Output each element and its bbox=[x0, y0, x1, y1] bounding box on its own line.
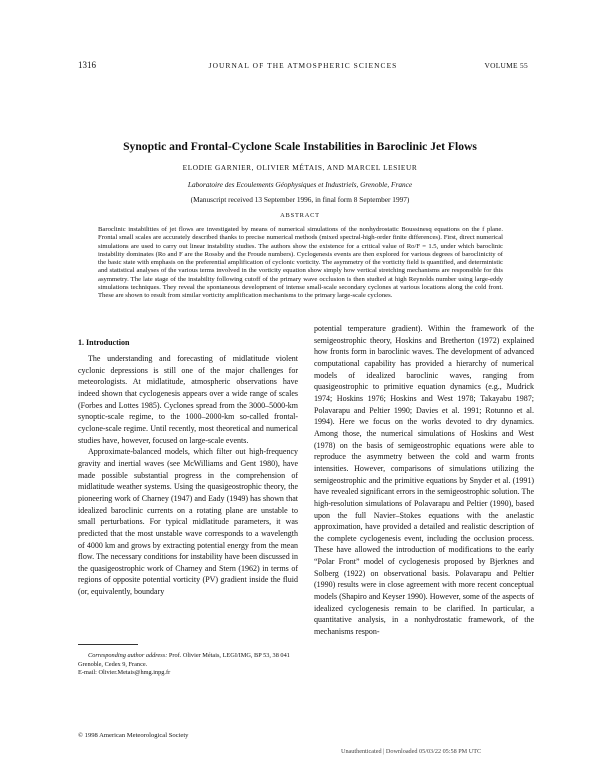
footnote-email: E-mail: Olivier.Metais@hmg.inpg.fr bbox=[78, 669, 171, 676]
paragraph: potential temperature gradient). Within the framework of the semigeostrophic theory, Hoskins and Bretherton (1972) explained how fronts form in baroclinic waves. The development of advanced computational capability has provided a hierarchy of numerical models of idealized baroclinic waves, ranging from quasigeostrophic to primitive equation dynamics (e.g., Mudrick 1974; Hoskins 1976; Hoskins and West 1978; Takayabu 1987; Polavarapu and Peltier 1990; Davies et al. 1991; Rotunno et al. 1994). Here we focus on the works devoted to dry dynamics. Among those, the numerical simulations of Hoskins and West (1978) on the basis of semigeostrophic equations were able to reproduce the asymmetry between the cold and warm fronts intensities. However, comparisons of simulations utilizing the semigeostrophic and the primitive equations by Snyder et al. (1991) have revealed significant errors in the semigeostrophic solution. The high-resolution simulations of Polavarapu and Peltier (1990), based upon the full Navier–Stokes equations with the anelastic approximation, have provided a detailed and realistic description of the complete cyclogenesis event, including the occlusion process. These have allowed the introduction of modifications to the early “Polar Front” model of cyclogenesis proposed by Bjerknes and Solberg (1922) on observational basis. Polavarapu and Peltier (1990) results were in close agreement with more recent conceptual models (Shapiro and Keyser 1990). However, some of the aspects of idealized cyclogenesis remain to be clarified. In particular, a quantitative analysis, in a nonhydrostatic framework, of the mechanisms respon- bbox=[314, 324, 534, 637]
paper-title: Synoptic and Frontal-Cyclone Scale Instabilities in Baroclinic Jet Flows bbox=[123, 140, 477, 153]
author-list: ELODIE GARNIER, OLIVIER MÉTAIS, AND MARCEL LESIEUR bbox=[182, 163, 418, 172]
page-number: 1316 bbox=[78, 60, 96, 70]
abstract-heading: ABSTRACT bbox=[280, 212, 320, 219]
abstract-text: Baroclinic instabilities of jet flows are investigated by means of numerical simulations of the nonhydrostatic Boussinesq equations on the f plane. Frontal small scales are accurately described thanks to precise numerical methods (mixed spectral-high-order finite differences). First, direct numerical simulations are used to carry out linear instability studies. The authors show the existence for a critical value of Ro/F = 1.5, under which baroclinic instability dominates (Ro and F are the Rossby and the Froude numbers). Cyclogenesis events are then explored for various degrees of baroclinicity of the basic state with emphasis on the preferential amplification of cyclonic vorticity. The asymmetry of the vorticity field is quantified, and deterministic and statistical analyses of the various terms involved in the vorticity equation show simply how vertical stretching mechanisms are responsible for this asymmetry. The late stage of the instability following cutoff of the primary wave occlusion is then studied at high Reynolds number using large-eddy simulations techniques. They reveal the spontaneous development of intense small-scale secondary cyclones at various locations along the cold front. These are shown to result from similar vorticity amplification mechanisms to the primary large-scale cyclones. bbox=[98, 226, 503, 299]
left-column bbox=[78, 353, 298, 598]
affiliation: Laboratoire des Ecoulements Géophysiques et Industriels, Grenoble, France bbox=[187, 180, 413, 189]
journal-name: JOURNAL OF THE ATMOSPHERIC SCIENCES bbox=[208, 61, 398, 70]
right-column bbox=[314, 323, 534, 638]
footnote-divider bbox=[78, 644, 138, 645]
footnote bbox=[78, 652, 303, 678]
paragraph: The understanding and forecasting of midlatitude violent cyclonic depressions is still one of the major challenges for meteorologists. At midlatitude, atmospheric observations have indeed shown that cyclogenesis appears over a wide range of scales (Forbes and Lottes 1985). Cyclones spread from the 3000–5000-km synoptic-scale regime, to the 1000–2000-km so-called frontal-cyclone-scale regime. Until recently, most theoretical and numerical studies have, however, focused on large-scale events. bbox=[78, 354, 298, 445]
download-stamp: Unauthenticated | Downloaded 05/03/22 05:58 PM UTC bbox=[341, 748, 482, 755]
volume-label: VOLUME 55 bbox=[484, 61, 528, 70]
paragraph: Approximate-balanced models, which filter out high-frequency gravity and inertial waves (see McWilliams and Gent 1980), have made possible substantial progress in the comprehension of midlatitude weather systems. Using the quasigeostrophic theory, the pioneering work of Charney (1947) and Eady (1949) has shown that idealized baroclinic currents on a rotating plane are unstable to small perturbations. For typical midlatitude parameters, it was predicted that the most unstable wave corresponds to a wavelength of 4000 km and grows by extracting potential energy from the mean flow. The necessary conditions for instability have been discussed in the quasigeostrophic work of Charney and Stern (1962) in terms of regions of opposite potential vorticity (PV) gradient inside the fluid (or, equivalently, boundary bbox=[78, 447, 298, 597]
manuscript-dates: (Manuscript received 13 September 1996, in final form 8 September 1997) bbox=[190, 195, 410, 204]
copyright-notice: © 1998 American Meteorological Society bbox=[78, 732, 189, 739]
footnote-address: Prof. Olivier Métais, LEGI/IMG, BP 53, 38 041 Grenoble, Cedex 9, France. bbox=[78, 652, 290, 668]
section-heading: 1. Introduction bbox=[78, 338, 130, 347]
footnote-label: Corresponding author address: bbox=[88, 652, 168, 659]
running-header bbox=[78, 60, 528, 74]
